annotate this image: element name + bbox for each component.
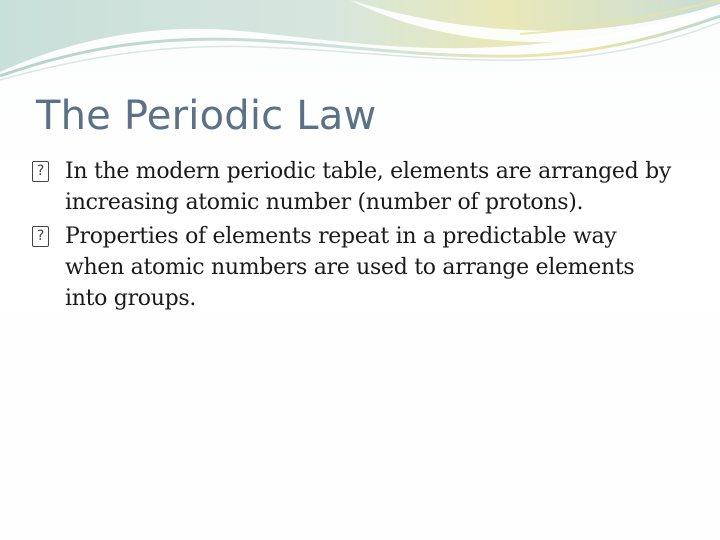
bullet-item (32, 156, 672, 218)
slide-title: The Periodic Law (36, 93, 377, 139)
header-swoosh-decoration (0, 0, 720, 90)
bullet-item (32, 221, 672, 314)
bullet-glyph-icon: ? (32, 226, 49, 247)
bullet-text: In the modern periodic table, elements are arranged by increasing atomic number (number of protons). (65, 159, 671, 215)
bullet-list (32, 156, 672, 317)
bullet-glyph-icon: ? (32, 161, 49, 182)
bullet-text: Properties of elements repeat in a predictable way when atomic numbers are used to arrange elements into groups. (65, 224, 635, 311)
